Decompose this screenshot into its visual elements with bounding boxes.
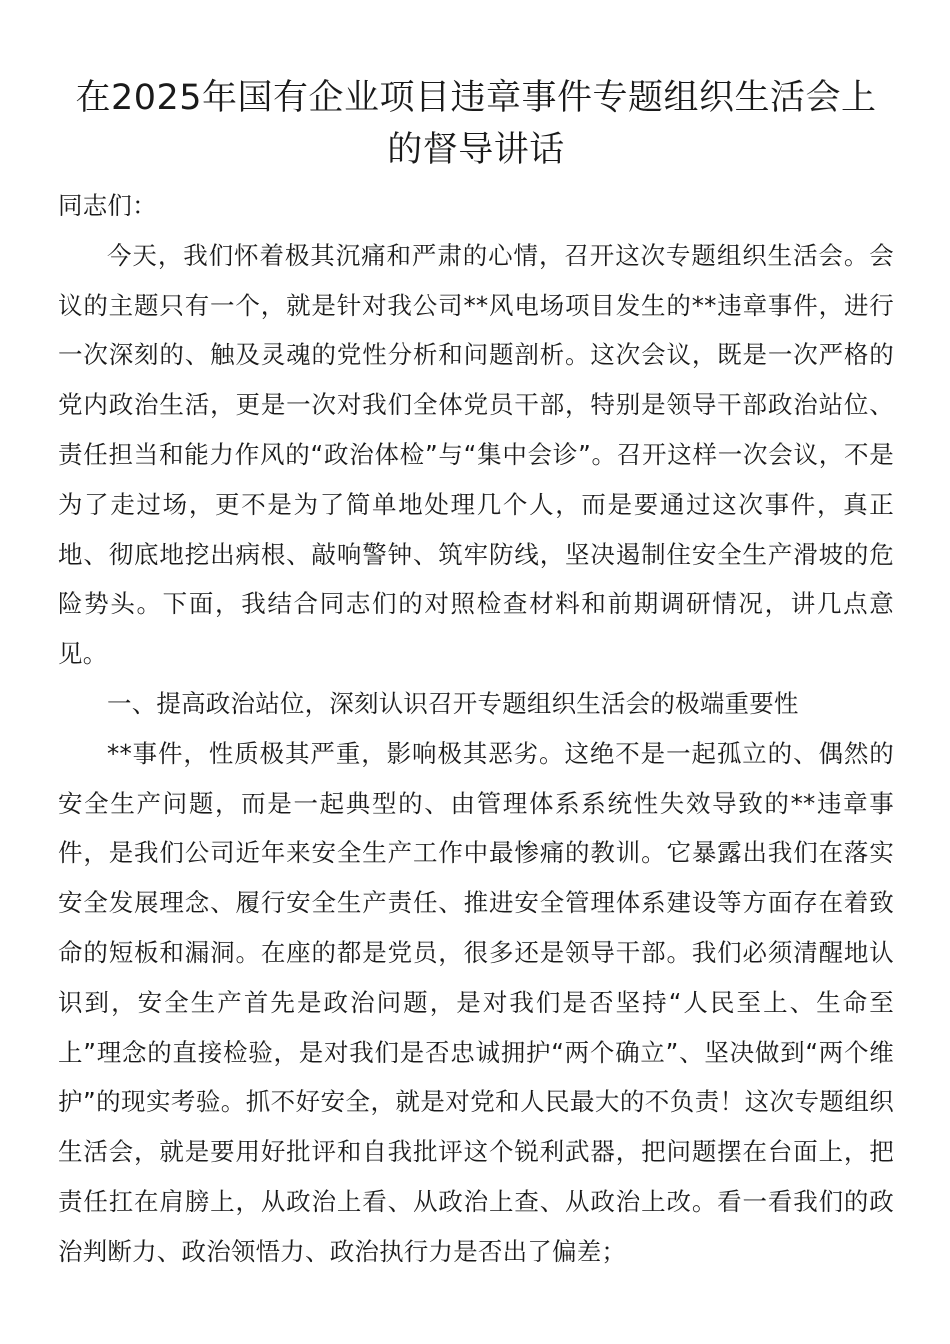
section-heading: 一、提高政治站位，深刻认识召开专题组织生活会的极端重要性 bbox=[107, 688, 799, 718]
document-title: 在2025年国有企业项目违章事件专题组织生活会上的督导讲话 bbox=[75, 78, 877, 170]
opening-paragraph: 今天，我们怀着极其沉痛和严肃的心情，召开这次专题组织生活会。会议的主题只有一个，就是针对我公司**风电场项目发生的**违章事件，进行一次深刻的、触及灵魂的党性分析和问题剖析。这次会议，既是一次严格的党内政治生活，更是一次对我们全体党员干部，特别是领导干部政治站位、责任担当和能力作风的“政治体检”与“集中会诊”。召开这样一次会议，不是为了走过场，更不是为了简单地处理几个人，而是要通过这次事件，真正地、彻底地挖出病根、敲响警钟、筑牢防线，坚决遏制住安全生产滑坡的危险势头。下面，我结合同志们的对照检查材料和前期调研情况，讲几点意见。 bbox=[58, 240, 894, 669]
section-paragraph: **事件，性质极其严重，影响极其恶劣。这绝不是一起孤立的、偶然的安全生产问题，而是一起典型的、由管理体系系统性失效导致的**违章事件，是我们公司近年来安全生产工作中最惨痛的教训。它暴露出我们在落实安全发展理念、履行安全生产责任、推进安全管理体系建设等方面存在着致命的短板和漏洞。在座的都是党员，很多还是领导干部。我们必须清醒地认识到，安全生产首先是政治问题，是对我们是否坚持“人民至上、生命至上”理念的直接检验，是对我们是否忠诚拥护“两个确立”、坚决做到“两个维护”的现实考验。抓不好安全，就是对党和人民最大的不负责！这次专题组织生活会，就是要用好批评和自我批评这个锐利武器，把问题摆在台面上，把责任扛在肩膀上，从政治上看、从政治上查、从政治上改。看一看我们的政治判断力、政治领悟力、政治执行力是否出了偏差； bbox=[58, 738, 894, 1266]
greeting: 同志们： bbox=[58, 191, 157, 220]
